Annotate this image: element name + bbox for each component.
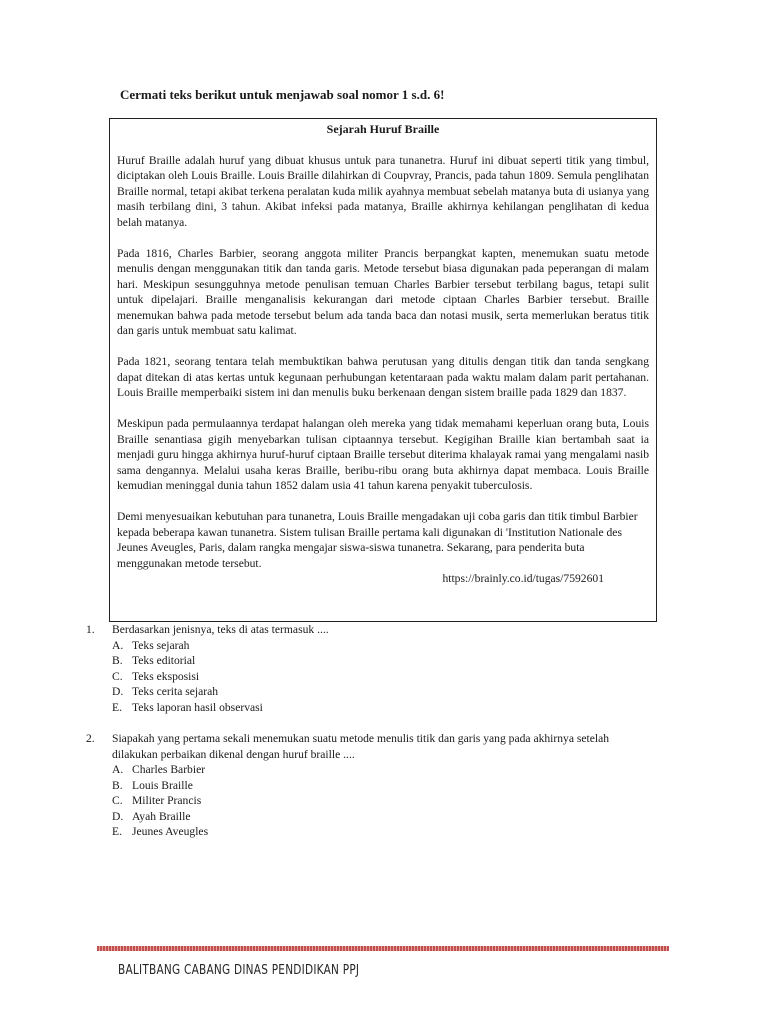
answer-option [112,653,626,669]
option-letter: A. [112,638,124,652]
question-text: Siapakah yang pertama sekali menemukan suatu metode menulis titik dan garis yang pada akhirnya setelah dilakukan perbaikan dikenal dengan huruf braille .... [112,732,610,761]
footer-divider [97,946,669,951]
source-link[interactable]: https://brainly.co.id/tugas/7592601 [442,572,604,585]
option-text: Teks editorial [132,654,196,667]
option-text: Teks sejarah [132,638,190,652]
option-letter: B. [112,654,123,667]
question-number: 1. [86,623,95,636]
option-letter: D. [112,809,124,823]
footer-text: BALITBANG CABANG DINAS PENDIDIKAN PPJ [118,962,360,978]
answer-options [112,638,626,716]
option-letter: B. [112,778,123,792]
question-body [112,622,626,715]
question-1 [86,622,626,715]
option-text: Teks cerita sejarah [132,685,219,698]
passage-paragraph-1: Huruf Braille adalah huruf yang dibuat khusus untuk para tunanetra. Huruf ini dibuat seperti titik yang timbul, diciptakan oleh Louis Braille. Louis Braille dilahirkan di Coupvray, Prancis, pada tahun 1809. Semula penglihatan Braille normal, tetapi akibat terkena peralatan kuda milik ayahnya membuat sebelah matanya buta di usianya yang masih terbilang dini, 3 tahun. Akibat infeksi pada matanya, Braille akhirnya kehilangan penglihatan di kedua belah matanya. [117,153,649,229]
passage-paragraph-5: Demi menyesuaikan kebutuhan para tunanetra, Louis Braille mengadakan uji coba garis dan titik timbul Barbier kepada beberapa kawan tunanetra. Sistem tulisan Braille pertama kali digunakan di 'Institution Nationale des Jeunes Aveugles, Paris, dalam rangka mengajar siswa-siswa tunanetra. Sekarang, para penderita buta menggunakan metode tersebut. [117,510,638,570]
question-2 [86,731,626,840]
option-letter: C. [112,669,123,683]
passage-title: Sejarah Huruf Braille [326,122,440,136]
passage-box [109,118,657,622]
answer-option [112,824,626,840]
question-number: 2. [86,732,95,745]
answer-option [112,778,626,794]
option-text: Louis Braille [132,778,193,792]
passage-paragraph-4: Meskipun pada permulaannya terdapat halangan oleh mereka yang tidak memahami keperluan orang buta, Louis Braille senantiasa gigih menyebarkan tulisan ciptaannya tersebut. Kegigihan Braille kian bertambah saat ia menjadi guru hingga akhirnya huruf-huruf ciptaan Braille tersebut diterima khalayak ramai yang mengalami nasib sama dengannya. Melalui usaha keras Braille, beribu-ribu orang buta akhirnya dapat membaca. Louis Braille kemudian meninggal dunia tahun 1852 dalam usia 41 tahun karena penyakit tuberculosis. [117,417,649,492]
answer-option [112,684,626,700]
questions-list [86,622,626,856]
instruction-heading: Cermati teks berikut untuk menjawab soal nomor 1 s.d. 6! [120,87,445,102]
option-text: Militer Prancis [132,794,202,807]
question-body [112,731,626,840]
option-letter: D. [112,685,124,698]
option-letter: A. [112,763,124,776]
answer-option [112,793,626,809]
option-text: Teks laporan hasil observasi [132,700,263,714]
option-letter: E. [112,825,122,838]
passage-paragraph-2: Pada 1816, Charles Barbier, seorang anggota militer Prancis berpangkat kapten, menemukan suatu metode menulis dengan menggunakan titik dan tanda garis. Metode tersebut biasa digunakan pada peperangan di malam hari. Meskipun sesungguhnya metode penulisan temuan Charles Barbier tersebut terbilang bagus, tetapi sulit untuk dipelajari. Braille menganalisis kekurangan dari metode ciptaan Charles Barbier tersebut. Braille menemukan bahwa pada metode tersebut belum ada tanda baca dan notasi musik, serta memerlukan beratus titik dan garis untuk membuat satu kalimat. [117,246,649,337]
option-text: Charles Barbier [132,763,206,776]
passage-paragraph-3: Pada 1821, seorang tentara telah membuktikan bahwa perutusan yang ditulis dengan titik dan tanda sengkang dapat ditekan di atas kertas untuk kegunaan perhubungan ketentaraan pada waktu malam dalam parit pertahanan. Louis Braille memperbaiki sistem ini dan menulis buku berkenaan dengan sistem braille pada 1829 dan 1837. [117,355,649,399]
answer-option [112,700,626,716]
answer-options [112,762,626,840]
answer-option [112,638,626,654]
option-letter: E. [112,700,122,714]
answer-option [112,809,626,825]
option-text: Teks eksposisi [132,669,200,683]
answer-option [112,669,626,685]
option-letter: C. [112,794,123,807]
option-text: Jeunes Aveugles [132,825,209,838]
answer-option [112,762,626,778]
option-text: Ayah Braille [132,809,191,823]
question-text: Berdasarkan jenisnya, teks di atas termasuk .... [112,623,329,636]
